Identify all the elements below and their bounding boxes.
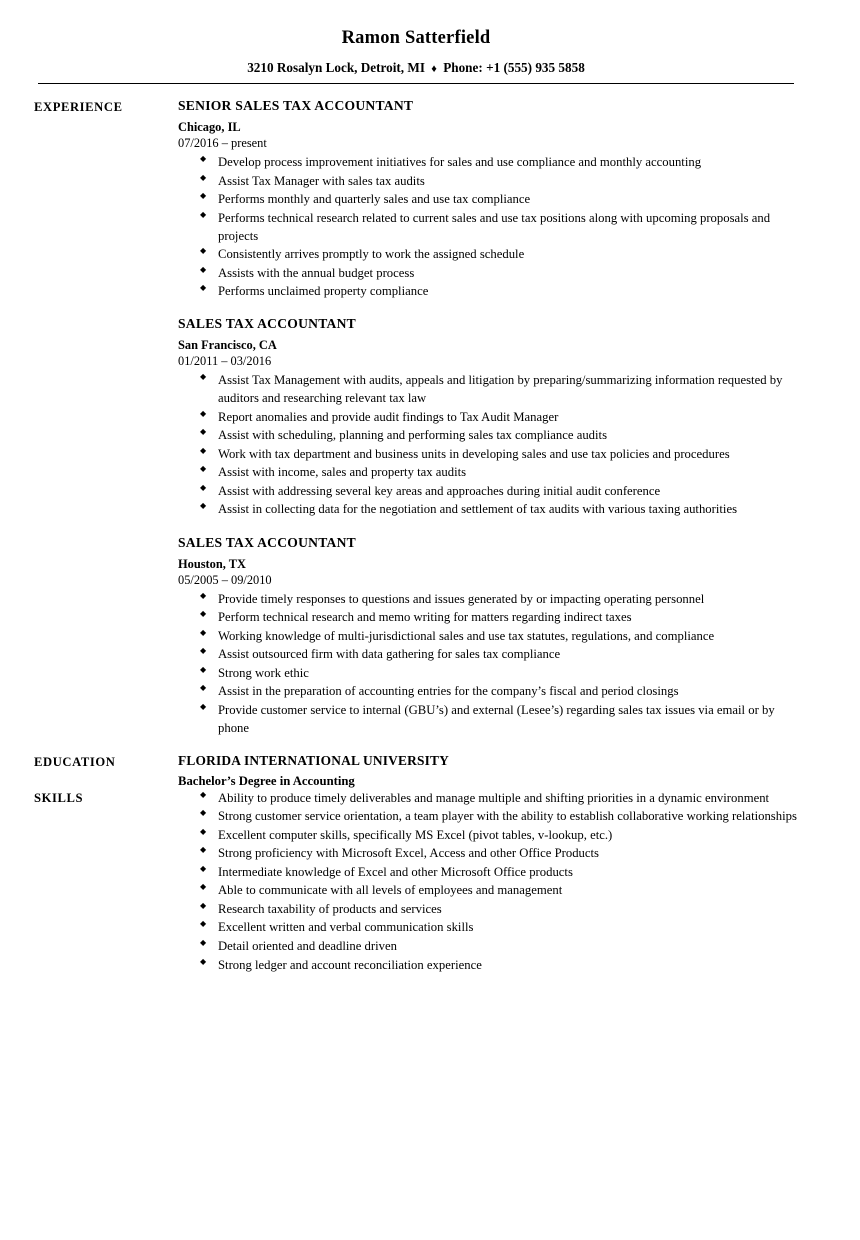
list-item: ◆ Performs unclaimed property compliance [200,282,802,300]
list-item: ◆ Excellent written and verbal communication skills [200,918,802,936]
list-item: ◆ Report anomalies and provide audit findings to Tax Audit Manager [200,408,802,426]
job-title: SALES TAX ACCOUNTANT [178,316,356,332]
list-item: ◆ Develop process improvement initiatives for sales and use compliance and monthly accounting [200,153,802,171]
list-item: ◆ Assist with scheduling, planning and performing sales tax compliance audits [200,426,802,444]
list-item: ◆ Strong work ethic [200,664,802,682]
education-school: FLORIDA INTERNATIONAL UNIVERSITY [178,752,450,768]
list-item: ◆ Assist in collecting data for the negotiation and settlement of tax audits with various taxing authorities [200,500,802,518]
list-item: ◆ Provide timely responses to questions and issues generated by or impacting operating personnel [200,590,802,608]
job-title: SALES TAX ACCOUNTANT [178,534,356,550]
experience-entry [178,98,802,300]
skills-body [154,789,802,974]
list-item: ◆ Ability to produce timely deliverables and manage multiple and shifting priorities in a dynamic environment [200,789,802,807]
list-item: ◆ Perform technical research and memo writing for matters regarding indirect taxes [200,608,802,626]
list-item: ◆ Working knowledge of multi-jurisdictional sales and use tax statutes, regulations, and compliance [200,627,802,645]
list-item: ◆ Assists with the annual budget process [200,264,802,282]
job-location: Houston, TX [178,556,246,571]
job-dates: 07/2016 – present [178,136,267,150]
section-label-skills: SKILLS [34,790,84,805]
list-item: ◆ Performs monthly and quarterly sales and use tax compliance [200,190,802,208]
job-bullets [178,153,802,300]
section-education [30,753,802,789]
job-location: San Francisco, CA [178,338,277,353]
job-bullets [178,590,802,737]
page-title: Ramon Satterfield [341,28,491,48]
list-item: ◆ Assist Tax Management with audits, appeals and litigation by preparing/summarizing information requested by auditors and researching relevant tax law [200,371,802,407]
job-dates: 01/2011 – 03/2016 [178,354,272,369]
job-title: SENIOR SALES TAX ACCOUNTANT [178,98,414,113]
contact-phone: Phone: +1 (555) 935 5858 [443,60,585,75]
section-skills [30,789,802,974]
list-item: ◆ Excellent computer skills, specifically MS Excel (pivot tables, v-lookup, etc.) [200,826,802,844]
experience-entry [178,316,802,518]
list-item: ◆ Assist with addressing several key areas and approaches during initial audit conference [200,482,802,500]
list-item: ◆ Strong ledger and account reconciliation experience [200,956,802,974]
list-item: ◆ Intermediate knowledge of Excel and other Microsoft Office products [200,863,802,881]
list-item: ◆ Assist Tax Manager with sales tax audits [200,172,802,190]
education-body [154,753,802,789]
experience-entry [178,535,802,737]
contact-address: 3210 Rosalyn Lock, Detroit, MI [247,60,425,75]
list-item: ◆ Assist in the preparation of accounting entries for the company’s fiscal and period closings [200,682,802,700]
header-divider [38,83,794,84]
list-item: ◆ Research taxability of products and services [200,900,802,918]
list-item: ◆ Performs technical research related to current sales and use tax positions along with upcoming proposals and projects [200,209,802,245]
education-degree: Bachelor’s Degree in Accounting [178,773,355,788]
list-item: ◆ Strong customer service orientation, a team player with the ability to establish collaborative working relationships [200,807,802,825]
section-experience [30,98,802,753]
job-bullets [178,371,802,518]
job-dates: 05/2005 – 09/2010 [178,572,272,587]
experience-body [154,98,802,753]
section-label-education: EDUCATION [34,754,116,769]
list-item: ◆ Provide customer service to internal (GBU’s) and external (Lesee’s) regarding sales tax issues via email or by phone [200,701,802,737]
list-item: ◆ Assist outsourced firm with data gathering for sales tax compliance [200,645,802,663]
list-item: ◆ Consistently arrives promptly to work the assigned schedule [200,245,802,263]
contact-line [30,60,802,76]
list-item: ◆ Work with tax department and business units in developing sales and use tax policies and procedures [200,445,802,463]
list-item: ◆ Strong proficiency with Microsoft Excel, Access and other Office Products [200,844,802,862]
section-label-experience: EXPERIENCE [34,100,123,114]
skills-bullets [178,789,802,974]
job-location: Chicago, IL [178,120,241,134]
diamond-icon: ♦ [431,63,437,75]
list-item: ◆ Assist with income, sales and property tax audits [200,463,802,481]
list-item: ◆ Able to communicate with all levels of employees and management [200,881,802,899]
list-item: ◆ Detail oriented and deadline driven [200,937,802,955]
